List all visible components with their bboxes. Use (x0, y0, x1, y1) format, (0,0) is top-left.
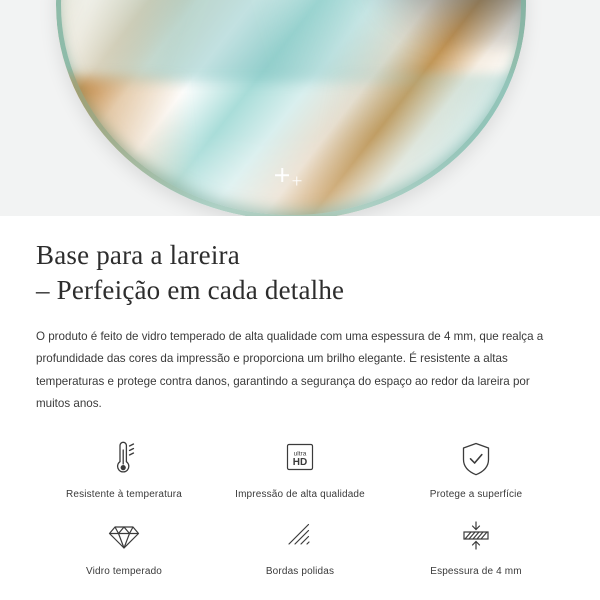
feature-item-temperature-resistant (36, 437, 212, 500)
glass-plate-image (56, 0, 526, 216)
feature-grid (36, 437, 564, 577)
feature-item-print-quality (212, 437, 388, 500)
thickness-arrows-icon (455, 514, 497, 558)
page-title (36, 216, 564, 308)
feature-label: Espessura de 4 mm (430, 566, 522, 578)
hero-product-image (0, 0, 600, 216)
feature-item-thickness (388, 514, 564, 577)
polished-edges-icon (280, 514, 320, 558)
feature-label: Bordas polidas (265, 566, 335, 578)
content-area (0, 216, 600, 577)
feature-label: Resistente à temperatura (66, 489, 182, 501)
diamond-icon (104, 514, 144, 558)
feature-item-tempered-glass (36, 514, 212, 577)
feature-item-surface-protection (388, 437, 564, 500)
ultra-hd-icon (280, 437, 320, 481)
shield-check-icon (458, 437, 494, 481)
thermometer-icon (109, 437, 139, 481)
feature-label: Impressão de alta qualidade (235, 489, 365, 501)
feature-label: Protege a superfície (429, 489, 523, 501)
product-description-text: O produto é feito de vidro temperado de alta qualidade com uma espessura de 4 mm, que realça a profundidade das cores da impressão e proporciona um brilho elegante. É resistente a altas temperaturas e protege contra danos, garantindo a segurança do espaço ao redor da lareira por muitos anos. (36, 330, 544, 410)
headline-line-2: – Perfeição em cada detalhe (36, 275, 345, 306)
glass-edge-rim (56, 0, 526, 216)
svg-text:HD: HD (292, 457, 308, 469)
headline-line-1: Base para a lareira (36, 240, 240, 270)
feature-label: Vidro temperado (86, 566, 162, 578)
feature-item-polished-edges (212, 514, 388, 577)
svg-text:ultra: ultra (293, 450, 307, 458)
